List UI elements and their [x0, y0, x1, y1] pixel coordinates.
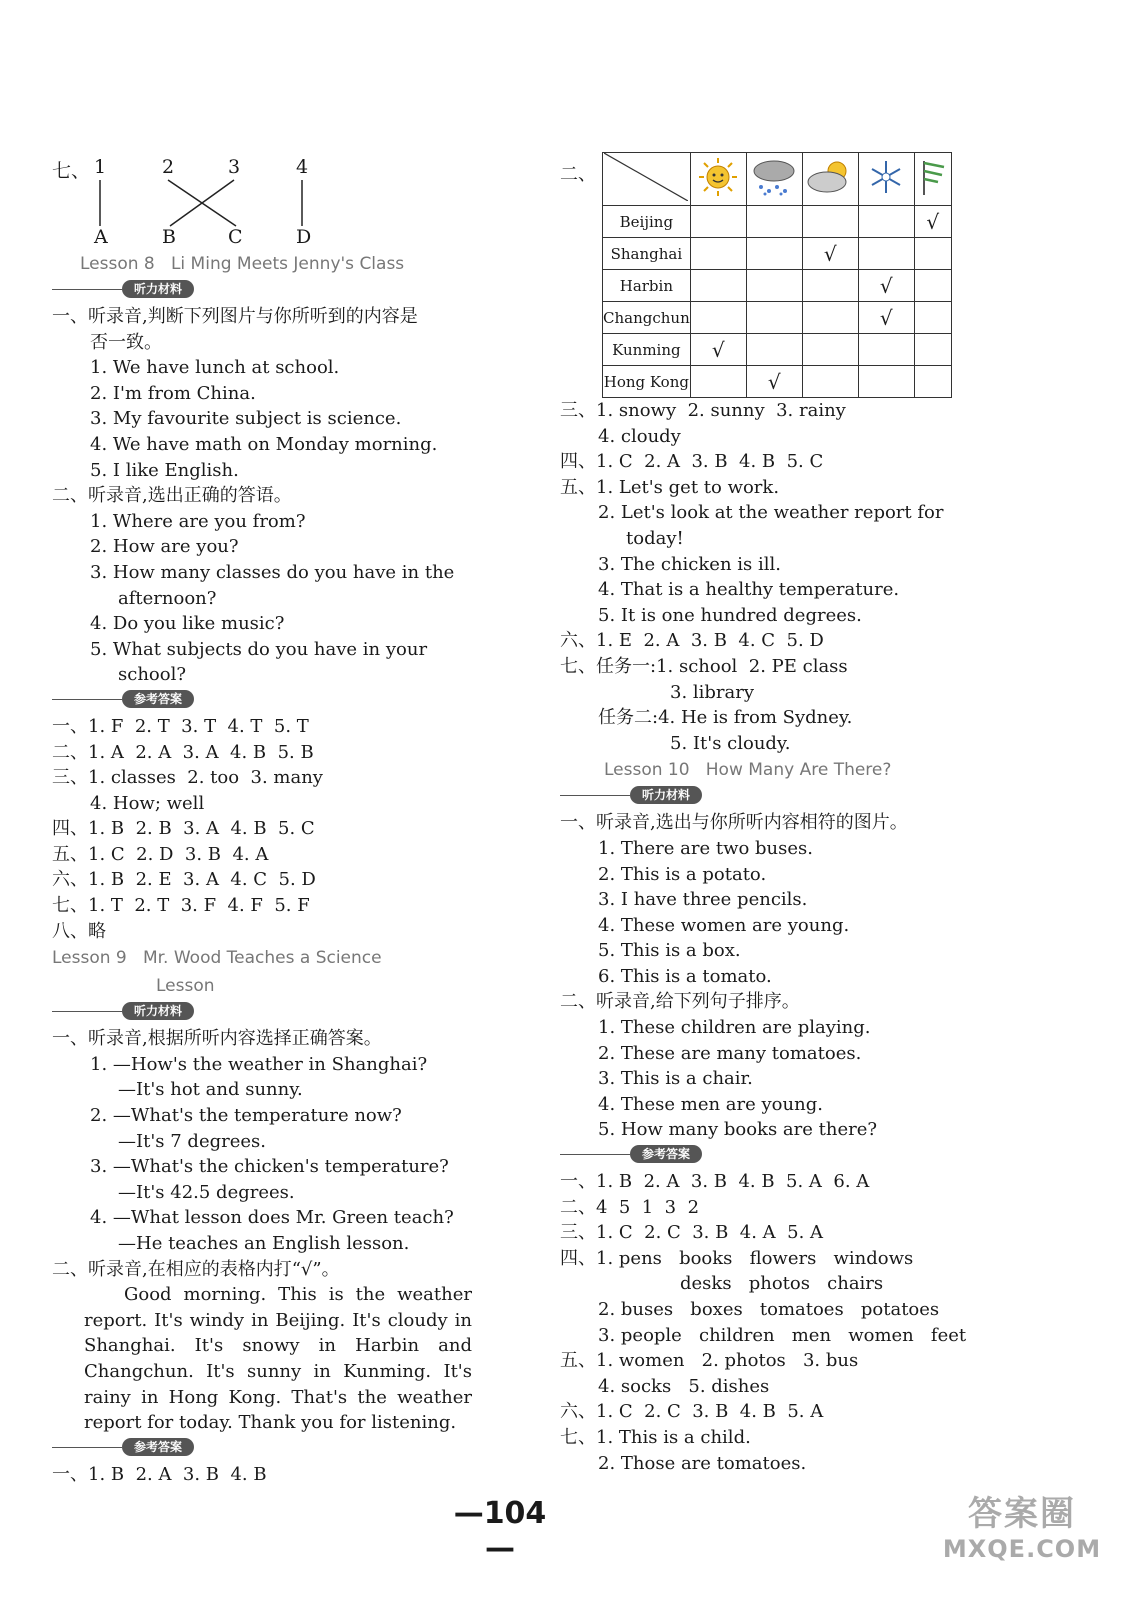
watermark: [922, 1486, 1122, 1563]
table-row: [603, 238, 952, 270]
answer-line: 3. The chicken is ill.: [598, 553, 781, 575]
table-cell: [858, 366, 914, 398]
left-column: [52, 150, 472, 1487]
weather-table: [602, 152, 952, 398]
text-line: —It's 42.5 degrees.: [118, 1181, 295, 1203]
table-cell: [914, 334, 951, 366]
text-line: 4. Do you like music?: [90, 613, 285, 635]
table-cell: [690, 270, 746, 302]
answer-line: 六、1. B 2. E 3. A 4. C 5. D: [52, 869, 316, 891]
table-cell: [802, 270, 858, 302]
text-line: 3. This is a chair.: [598, 1068, 753, 1090]
answer-line: 4. How; well: [90, 792, 205, 814]
lesson-9-title-cont: Lesson: [156, 976, 215, 997]
answer-line: 二、4 5 1 3 2: [560, 1196, 700, 1218]
text-line: 5. What subjects do you have in your: [90, 638, 428, 660]
text-line: 2. I'm from China.: [90, 382, 256, 404]
city-name: Shanghai: [603, 238, 691, 270]
table-row: [603, 302, 952, 334]
matching-diagram: [52, 150, 472, 250]
right-column: [560, 150, 980, 1476]
table-row: [603, 206, 952, 238]
diagonal-line: [604, 153, 688, 201]
answer-line: 4. cloudy: [598, 425, 681, 447]
text-line: —It's hot and sunny.: [118, 1079, 303, 1101]
table-cell: [802, 366, 858, 398]
snowy-icon: [858, 153, 914, 206]
table-cell: [690, 302, 746, 334]
text-line: 4. —What lesson does Mr. Green teach?: [90, 1207, 454, 1229]
text-line: afternoon?: [118, 587, 217, 609]
city-name: Beijing: [603, 206, 691, 238]
answers-banner: [52, 690, 472, 710]
answer-line: 3. library: [670, 681, 755, 703]
answer-line: 2. Those are tomatoes.: [598, 1452, 807, 1474]
answer-line: today!: [626, 527, 684, 549]
listening-tag: 听力材料: [122, 280, 194, 298]
answer-line: 一、1. F 2. T 3. T 4. T 5. T: [52, 715, 309, 737]
table-cell: [746, 302, 802, 334]
watermark-logo-text: 答案圈: [968, 1494, 1076, 1534]
table-cell: [858, 206, 914, 238]
table-cell: [914, 302, 951, 334]
answer-line: 七、任务一:1. school 2. PE class: [560, 655, 848, 677]
answer-line: 4. socks 5. dishes: [598, 1375, 770, 1397]
table-cell: [690, 238, 746, 270]
text-line: 5. I like English.: [90, 459, 239, 481]
table-cell: √: [690, 334, 746, 366]
text-line: 2. How are you?: [90, 536, 239, 558]
weather-report-paragraph: Good morning. This is the weather report. It's windy in Beijing. It's cloudy in Shanghai. It's snowy in Harbin and Changchun. It's sunny in Kunming. It's rainy in Hong Kong. That's the weather report for today. Thank you for listening.: [84, 1284, 472, 1434]
answer-line: 一、1. B 2. A 3. B 4. B 5. A 6. A: [560, 1171, 870, 1193]
match-top-label: 1: [94, 156, 107, 178]
text-line: 一、听录音,判断下列图片与你所听到的内容是: [52, 306, 418, 327]
city-name: Harbin: [603, 270, 691, 302]
table-cell: [802, 334, 858, 366]
rainy-icon: [746, 153, 802, 206]
text-line: 二、听录音,给下列句子排序。: [560, 991, 800, 1013]
answer-line: 二、1. A 2. A 3. A 4. B 5. B: [52, 741, 314, 763]
answer-line: 五、1. Let's get to work.: [560, 476, 780, 498]
answer-line: 三、1. snowy 2. sunny 3. rainy: [560, 400, 846, 421]
table-corner: [603, 153, 691, 206]
table-cell: √: [858, 270, 914, 302]
table-cell: [802, 206, 858, 238]
text-line: 否一致。: [90, 331, 162, 353]
listening-banner: [52, 280, 472, 300]
text-line: —He teaches an English lesson.: [118, 1233, 410, 1254]
answer-line: 4. That is a healthy temperature.: [598, 579, 900, 601]
table-row: [603, 366, 952, 398]
table-cell: [914, 270, 951, 302]
answer-line: 八、略: [52, 920, 106, 942]
match-bottom-label: D: [296, 226, 312, 248]
table-cell: √: [858, 302, 914, 334]
answers-banner: [560, 1145, 980, 1165]
text-line: 4. These men are young.: [598, 1093, 823, 1115]
table-cell: [690, 206, 746, 238]
text-line: 3. —What's the chicken's temperature?: [90, 1156, 449, 1178]
text-line: 1. There are two buses.: [598, 837, 813, 859]
table-cell: [914, 366, 951, 398]
answer-line: 5. It is one hundred degrees.: [598, 604, 862, 626]
text-line: 4. We have math on Monday morning.: [90, 433, 438, 455]
answers-tag: 参考答案: [122, 690, 194, 708]
match-bottom-label: C: [228, 226, 243, 248]
answer-line: 一、1. B 2. A 3. B 4. B: [52, 1463, 267, 1485]
match-top-label: 4: [296, 156, 309, 178]
answer-line: 四、1. C 2. A 3. B 4. B 5. C: [560, 451, 824, 473]
table-row: [603, 270, 952, 302]
text-line: 1. We have lunch at school.: [90, 357, 340, 379]
text-line: 4. These women are young.: [598, 914, 850, 936]
text-line: 二、听录音,选出正确的答语。: [52, 485, 292, 507]
text-line: 5. This is a box.: [598, 940, 741, 962]
table-cell: √: [746, 366, 802, 398]
text-line: 2. This is a potato.: [598, 863, 767, 885]
table-cell: [802, 302, 858, 334]
text-line: 3. I have three pencils.: [598, 889, 808, 911]
table-cell: [746, 206, 802, 238]
answer-line: 三、1. classes 2. too 3. many: [52, 767, 323, 789]
table-cell: [914, 238, 951, 270]
lesson-8-title: Lesson 8 Li Ming Meets Jenny's Class: [80, 254, 405, 274]
windy-icon: [914, 153, 951, 206]
answer-line: 四、1. pens books flowers windows: [560, 1247, 914, 1269]
city-name: Changchun: [603, 302, 691, 334]
answer-line: 六、1. C 2. C 3. B 4. B 5. A: [560, 1401, 824, 1423]
text-line: 3. My favourite subject is science.: [90, 408, 402, 430]
answer-line: 3. people children men women feet: [598, 1324, 967, 1346]
text-line: 1. Where are you from?: [90, 510, 306, 532]
text-line: 2. —What's the temperature now?: [90, 1105, 402, 1127]
text-line: 一、听录音,根据所听内容选择正确答案。: [52, 1028, 382, 1050]
table-row: [603, 334, 952, 366]
lesson-9-title: Lesson 9 Mr. Wood Teaches a Science: [52, 948, 382, 969]
text-line: 6. This is a tomato.: [598, 965, 772, 987]
answer-line: desks photos chairs: [680, 1273, 884, 1295]
lesson-10-title: Lesson 10 How Many Are There?: [604, 760, 892, 781]
match-top-label: 2: [162, 156, 175, 178]
answer-line: 七、1. This is a child.: [560, 1426, 751, 1448]
answer-line: 5. It's cloudy.: [670, 732, 791, 754]
city-name: Hong Kong: [603, 366, 691, 398]
text-line: 1. —How's the weather in Shanghai?: [90, 1053, 428, 1075]
table-cell: [858, 238, 914, 270]
answer-line: 2. buses boxes tomatoes potatoes: [598, 1299, 940, 1320]
section-number: 七、: [52, 160, 91, 182]
text-line: school?: [118, 664, 186, 686]
answer-line: 三、1. C 2. C 3. B 4. A 5. A: [560, 1222, 824, 1244]
answer-line: 五、1. women 2. photos 3. bus: [560, 1350, 859, 1372]
answer-line: 任务二:4. He is from Sydney.: [598, 707, 853, 729]
match-top-label: 3: [228, 156, 241, 178]
text-line: 5. How many books are there?: [598, 1119, 877, 1141]
table-cell: [746, 270, 802, 302]
page-number: —104 —: [453, 1496, 547, 1566]
text-line: 3. How many classes do you have in the: [90, 561, 455, 583]
answers-banner: [52, 1438, 472, 1458]
cloudy-icon: [802, 153, 858, 206]
answers-tag: 参考答案: [630, 1145, 702, 1163]
answer-line: 四、1. B 2. B 3. A 4. B 5. C: [52, 818, 315, 840]
answers-tag: 参考答案: [122, 1438, 194, 1456]
table-cell: [746, 238, 802, 270]
answer-line: 五、1. C 2. D 3. B 4. A: [52, 843, 269, 865]
listening-banner: [52, 1002, 472, 1022]
table-cell: [690, 366, 746, 398]
text-line: —It's 7 degrees.: [118, 1130, 266, 1152]
table-cell: √: [914, 206, 951, 238]
answer-line: 六、1. E 2. A 3. B 4. C 5. D: [560, 630, 824, 652]
city-name: Kunming: [603, 334, 691, 366]
section-number: 二、: [560, 164, 596, 185]
text-line: 1. These children are playing.: [598, 1017, 871, 1039]
listening-tag: 听力材料: [122, 1002, 194, 1020]
match-bottom-label: A: [94, 226, 108, 248]
listening-banner: [560, 786, 980, 806]
text-line: 一、听录音,选出与你所听内容相符的图片。: [560, 812, 908, 834]
answer-line: 2. Let's look at the weather report for: [598, 502, 944, 524]
table-cell: [858, 334, 914, 366]
table-cell: √: [802, 238, 858, 270]
answer-line: 七、1. T 2. T 3. F 4. F 5. F: [52, 895, 310, 917]
sunny-icon: [690, 153, 746, 206]
table-cell: [746, 334, 802, 366]
watermark-url: MXQE.COM: [942, 1535, 1102, 1563]
listening-tag: 听力材料: [630, 786, 702, 804]
match-bottom-label: B: [162, 226, 176, 248]
weather-table-block: [560, 152, 980, 398]
text-line: 2. These are many tomatoes.: [598, 1042, 862, 1064]
text-line: 二、听录音,在相应的表格内打“√”。: [52, 1258, 340, 1280]
